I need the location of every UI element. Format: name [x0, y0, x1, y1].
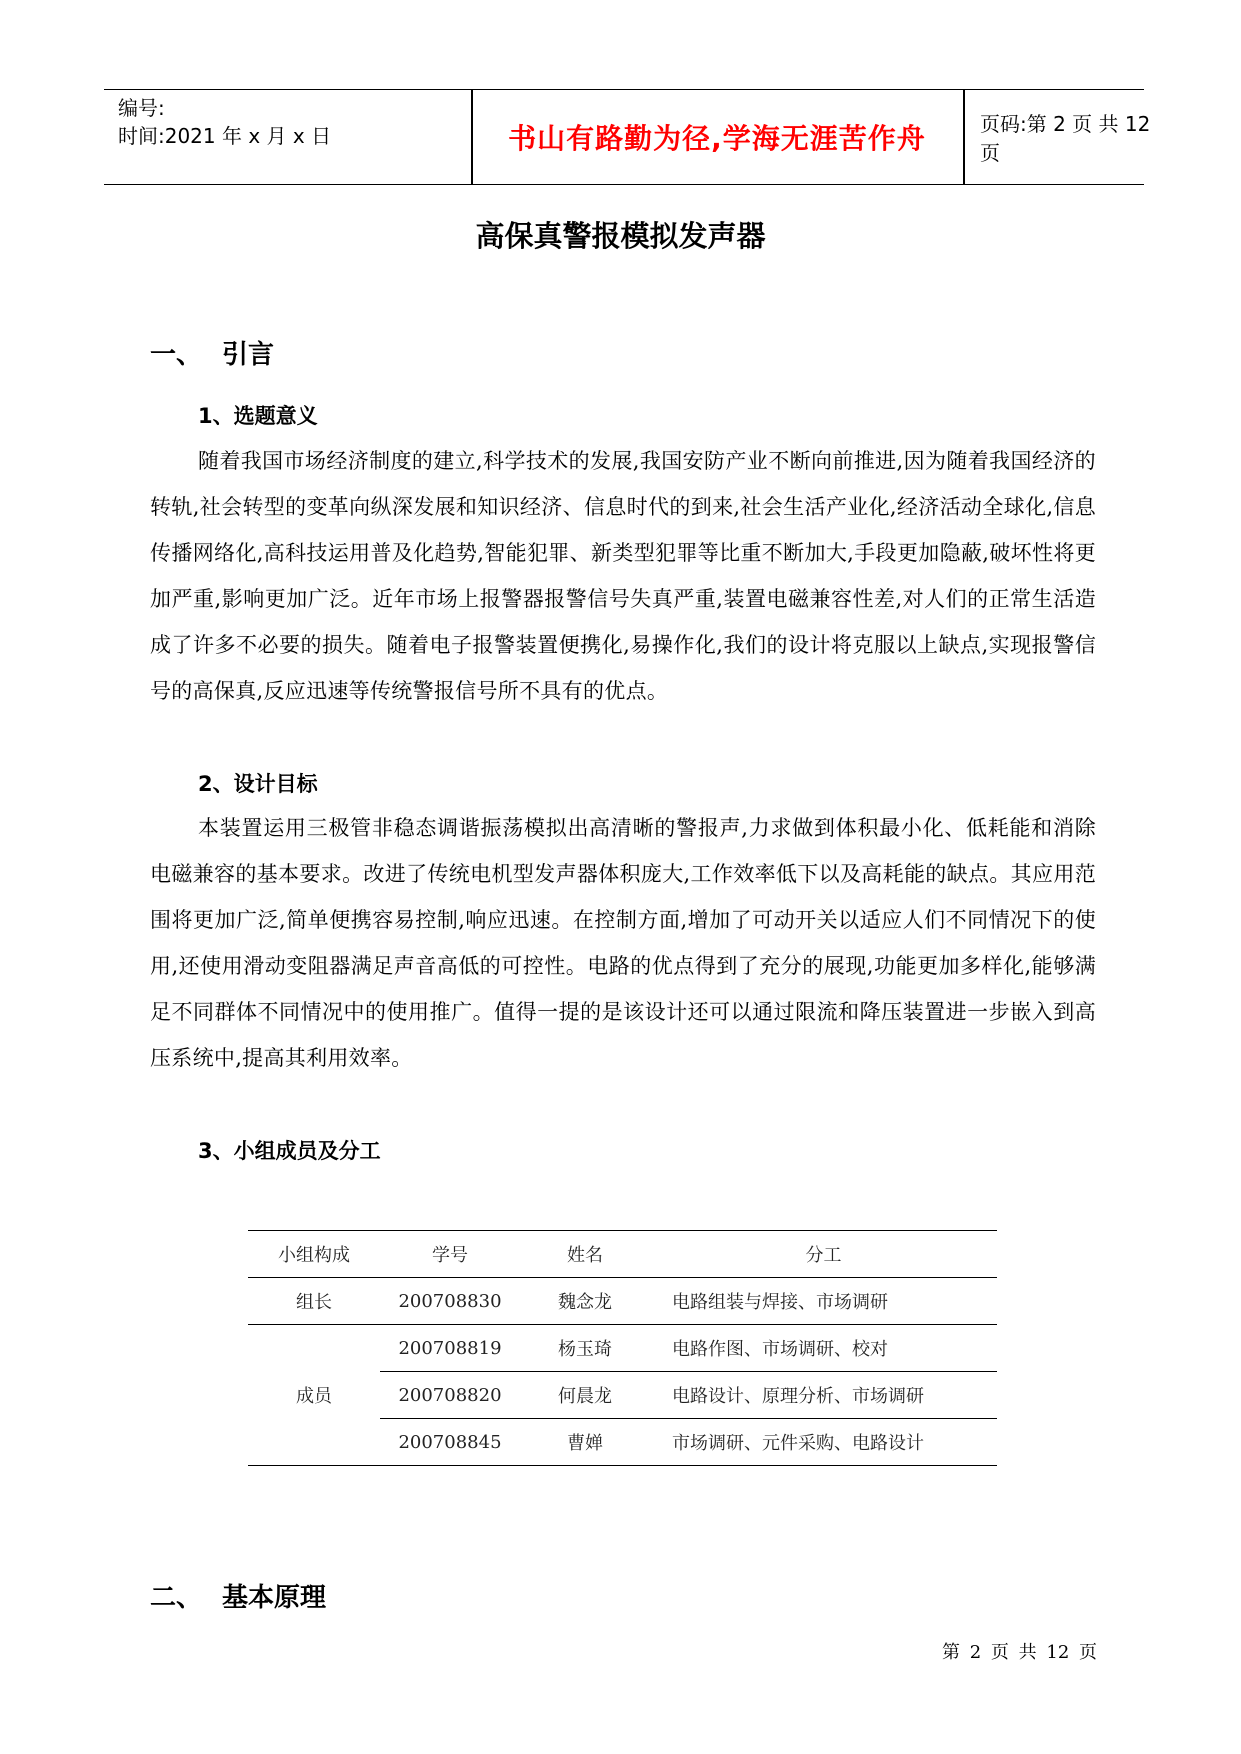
header-motto: 书山有路勤为径,学海无涯苦作舟 [508, 122, 926, 155]
table-header-row [248, 1231, 997, 1278]
role-cell: 组长 [248, 1278, 380, 1325]
section-heading-intro [150, 334, 274, 371]
student-id-cell: 200708819 [380, 1325, 520, 1372]
section-title: 引言 [222, 340, 275, 370]
name-cell: 杨玉琦 [520, 1325, 650, 1372]
serial-label: 编号: [118, 96, 165, 120]
column-header: 分工 [650, 1231, 997, 1278]
header-page-code: 页码:第 2 页 共 12 页 [980, 112, 1151, 165]
subsection-heading-goals: 2、设计目标 [198, 772, 318, 796]
header-divider [963, 90, 965, 184]
name-cell: 魏念龙 [520, 1278, 650, 1325]
page-header [104, 89, 1151, 185]
student-id-cell: 200708845 [380, 1419, 520, 1466]
task-cell: 市场调研、元件采购、电路设计 [650, 1419, 997, 1466]
column-header: 学号 [380, 1231, 520, 1278]
task-cell: 电路组装与焊接、市场调研 [650, 1278, 997, 1325]
page-footer: 第 2 页 共 12 页 [942, 1642, 1097, 1663]
section-number: 一、 [150, 340, 203, 370]
task-cell: 电路设计、原理分析、市场调研 [650, 1372, 997, 1419]
header-meta [118, 94, 368, 150]
section-heading-principles [150, 1577, 326, 1614]
section-title: 基本原理 [222, 1583, 327, 1613]
paragraph-goals: 本装置运用三极管非稳态调谐振荡模拟出高清晰的警报声,力求做到体积最小化、低耗能和消除电磁兼容的基本要求。改进了传统电机型发声器体积庞大,工作效率低下以及高耗能的缺点。其应用范围将更加广泛,简单便携容易控制,响应迅速。在控制方面,增加了可动开关以适应人们不同情况下的使用,还使用滑动变阻器满足声音高低的可控性。电路的优点得到了充分的展现,功能更加多样化,能够满足不同群体不同情况中的使用推广。值得一提的是该设计还可以通过限流和降压装置进一步嵌入到高压系统中,提高其利用效率。 [150, 816, 1096, 1070]
student-id-cell: 200708820 [380, 1372, 520, 1419]
section-number: 二、 [150, 1583, 203, 1613]
table-row [248, 1278, 997, 1325]
column-header: 小组构成 [248, 1231, 380, 1278]
task-cell: 电路作图、市场调研、校对 [650, 1325, 997, 1372]
team-table [248, 1230, 997, 1466]
name-cell: 何晨龙 [520, 1372, 650, 1419]
time-label: 时间:2021 年 x 月 x 日 [118, 124, 332, 148]
subsection-heading-significance: 1、选题意义 [198, 404, 318, 428]
name-cell: 曹婵 [520, 1419, 650, 1466]
student-id-cell: 200708830 [380, 1278, 520, 1325]
table-row [248, 1325, 997, 1372]
document-title: 高保真警报模拟发声器 [475, 219, 766, 253]
subsection-heading-team: 3、小组成员及分工 [198, 1139, 381, 1163]
paragraph-significance: 随着我国市场经济制度的建立,科学技术的发展,我国安防产业不断向前推进,因为随着我国经济的转轨,社会转型的变革向纵深发展和知识经济、信息时代的到来,社会生活产业化,经济活动全球化,信息传播网络化,高科技运用普及化趋势,智能犯罪、新类型犯罪等比重不断加大,手段更加隐蔽,破坏性将更加严重,影响更加广泛。近年市场上报警器报警信号失真严重,装置电磁兼容性差,对人们的正常生活造成了许多不必要的损失。随着电子报警装置便携化,易操作化,我们的设计将克服以上缺点,实现报警信号的高保真,反应迅速等传统警报信号所不具有的优点。 [150, 449, 1096, 703]
role-cell: 成员 [248, 1325, 380, 1466]
column-header: 姓名 [520, 1231, 650, 1278]
